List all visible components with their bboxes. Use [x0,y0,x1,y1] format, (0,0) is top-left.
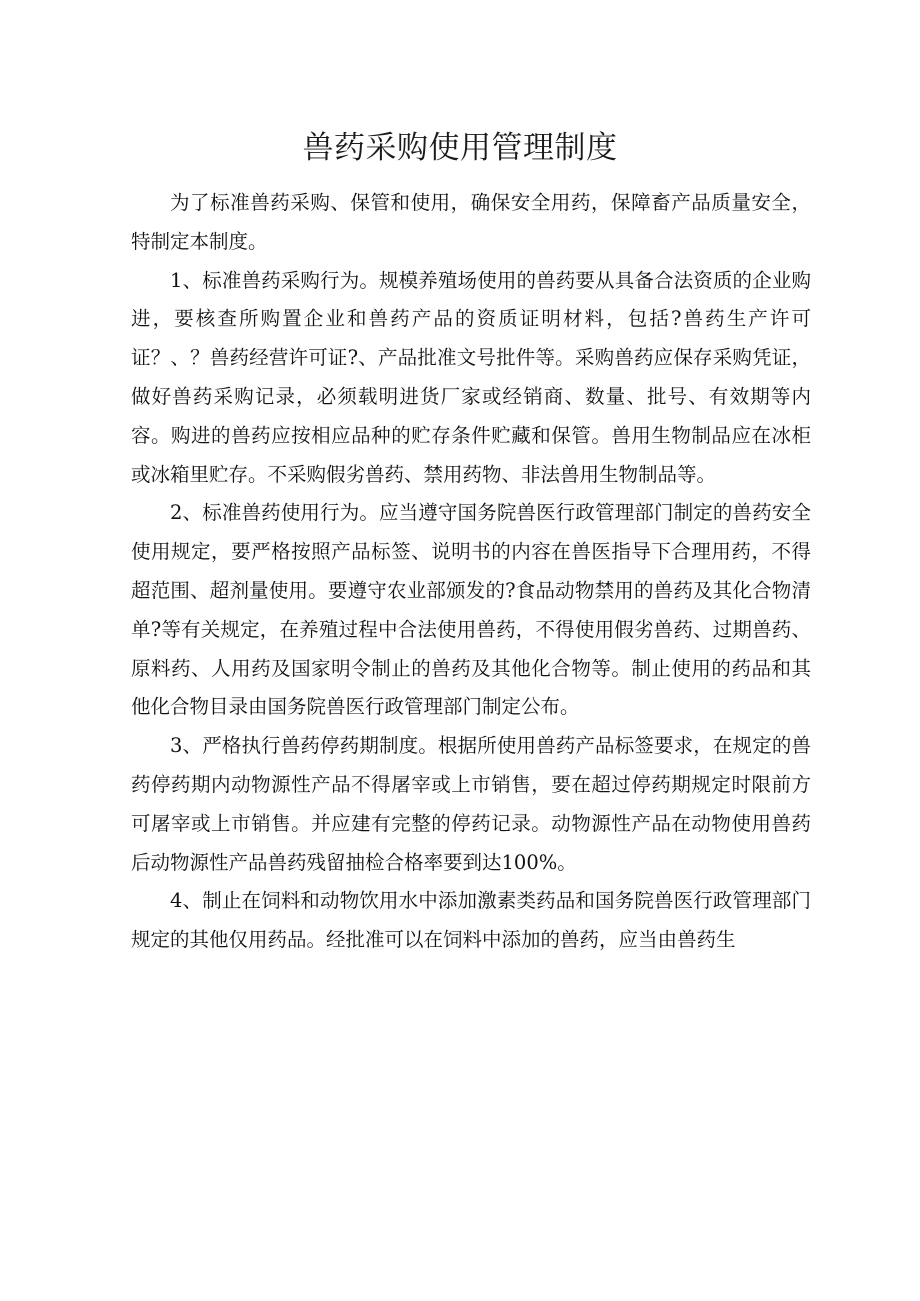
section-2-paragraph: 2、标准兽药使用行为。应当遵守国务院兽医行政管理部门制定的兽药安全使用规定，要严格按照产品标签、说明书的内容在兽医指导下合理用药，不得超范围、超剂量使用。要遵守农业部颁发的?食品动物禁用的兽药及其化合物清单?等有关规定，在养殖过程中合法使用兽药，不得使用假劣兽药、过期兽药、原料药、人用药及国家明令制止的兽药及其他化合物等。制止使用的药品和其他化合物目录由国务院兽医行政管理部门制定公布。 [131,501,811,719]
document-body [131,184,811,960]
section-1-paragraph: 1、标准兽药采购行为。规模养殖场使用的兽药要从具备合法资质的企业购进，要核查所购置企业和兽药产品的资质证明材料，包括?兽药生产许可证？、？兽药经营许可证?、产品批准文号批件等。采购兽药应保存采购凭证，做好兽药采购记录，必须载明进货厂家或经销商、数量、批号、有效期等内容。购进的兽药应按相应品种的贮存条件贮藏和保管。兽用生物制品应在冰柜或冰箱里贮存。不采购假劣兽药、禁用药物、非法兽用生物制品等。 [131,268,811,486]
intro-paragraph: 为了标准兽药采购、保管和使用，确保安全用药，保障畜产品质量安全，特制定本制度。 [131,191,811,253]
section-4-paragraph: 4、制止在饲料和动物饮用水中添加激素类药品和国务院兽医行政管理部门规定的其他仅用药品。经批准可以在饲料中添加的兽药，应当由兽药生 [131,889,811,952]
section-3-paragraph: 3、严格执行兽药停药期制度。根据所使用兽药产品标签要求，在规定的兽药停药期内动物源性产品不得屠宰或上市销售，要在超过停药期规定时限前方可屠宰或上市销售。并应建有完整的停药记录。动物源性产品在动物使用兽药后动物源性产品兽药残留抽检合格率要到达100%。 [131,734,811,874]
document-title: 兽药采购使用管理制度 [302,130,618,166]
